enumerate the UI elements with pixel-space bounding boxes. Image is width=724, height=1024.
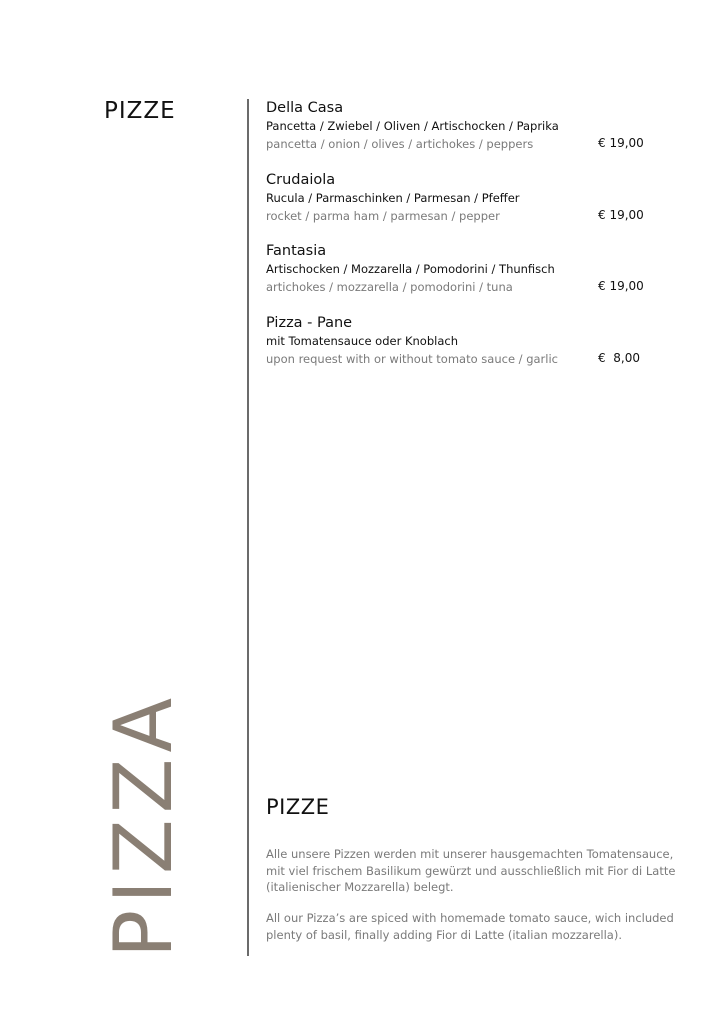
item-ingredients-en: pancetta / onion / olives / artichokes / peppers (266, 137, 534, 151)
item-ingredients-en: artichokes / mozzarella / pomodorini / tuna (266, 280, 513, 295)
side-word-pizza: PIZZA (97, 691, 190, 958)
item-ingredients-en: rocket / parma ham / parmesan / pepper (266, 208, 500, 223)
item-name: Pizza - Pane (266, 314, 353, 331)
item-ingredients-de: Pancetta / Zwiebel / Oliven / Artischocken / Paprika (266, 119, 559, 133)
item-price: € 19,00 (598, 207, 644, 222)
menu-list (266, 98, 656, 384)
item-ingredients-en: upon request with or without tomato sauce / garlic (266, 351, 558, 366)
item-price: € 8,00 (598, 350, 640, 365)
menu-item (266, 98, 656, 170)
section-title: PIZZE (104, 98, 176, 124)
vertical-divider (247, 99, 249, 956)
item-ingredients-de: Rucula / Parmaschinken / Parmesan / Pfeffer (266, 190, 520, 205)
item-price: € 19,00 (598, 279, 644, 294)
menu-item (266, 241, 656, 313)
item-name: Crudaiola (266, 171, 336, 188)
item-name: Della Casa (266, 100, 344, 116)
menu-item (266, 313, 656, 385)
info-title: PIZZE (266, 795, 330, 819)
item-price: € 19,00 (598, 136, 644, 150)
info-text-de: Alle unsere Pizzen werden mit unserer hausgemachten Tomatensauce, mit viel frischem Basilikum gewürzt und ausschließlich mit Fior di Latte (italienischer Mozzarella) belegt. (266, 847, 676, 894)
menu-item (266, 170, 656, 242)
info-text-en: All our Pizza’s are spiced with homemade tomato sauce, wich included plenty of basil, finally adding Fior di Latte (italian mozzarella). (266, 911, 674, 942)
item-ingredients-de: Artischocken / Mozzarella / Pomodorini / Thunfisch (266, 262, 555, 277)
item-ingredients-de: mit Tomatensauce oder Knoblach (266, 333, 458, 348)
item-name: Fantasia (266, 243, 327, 260)
